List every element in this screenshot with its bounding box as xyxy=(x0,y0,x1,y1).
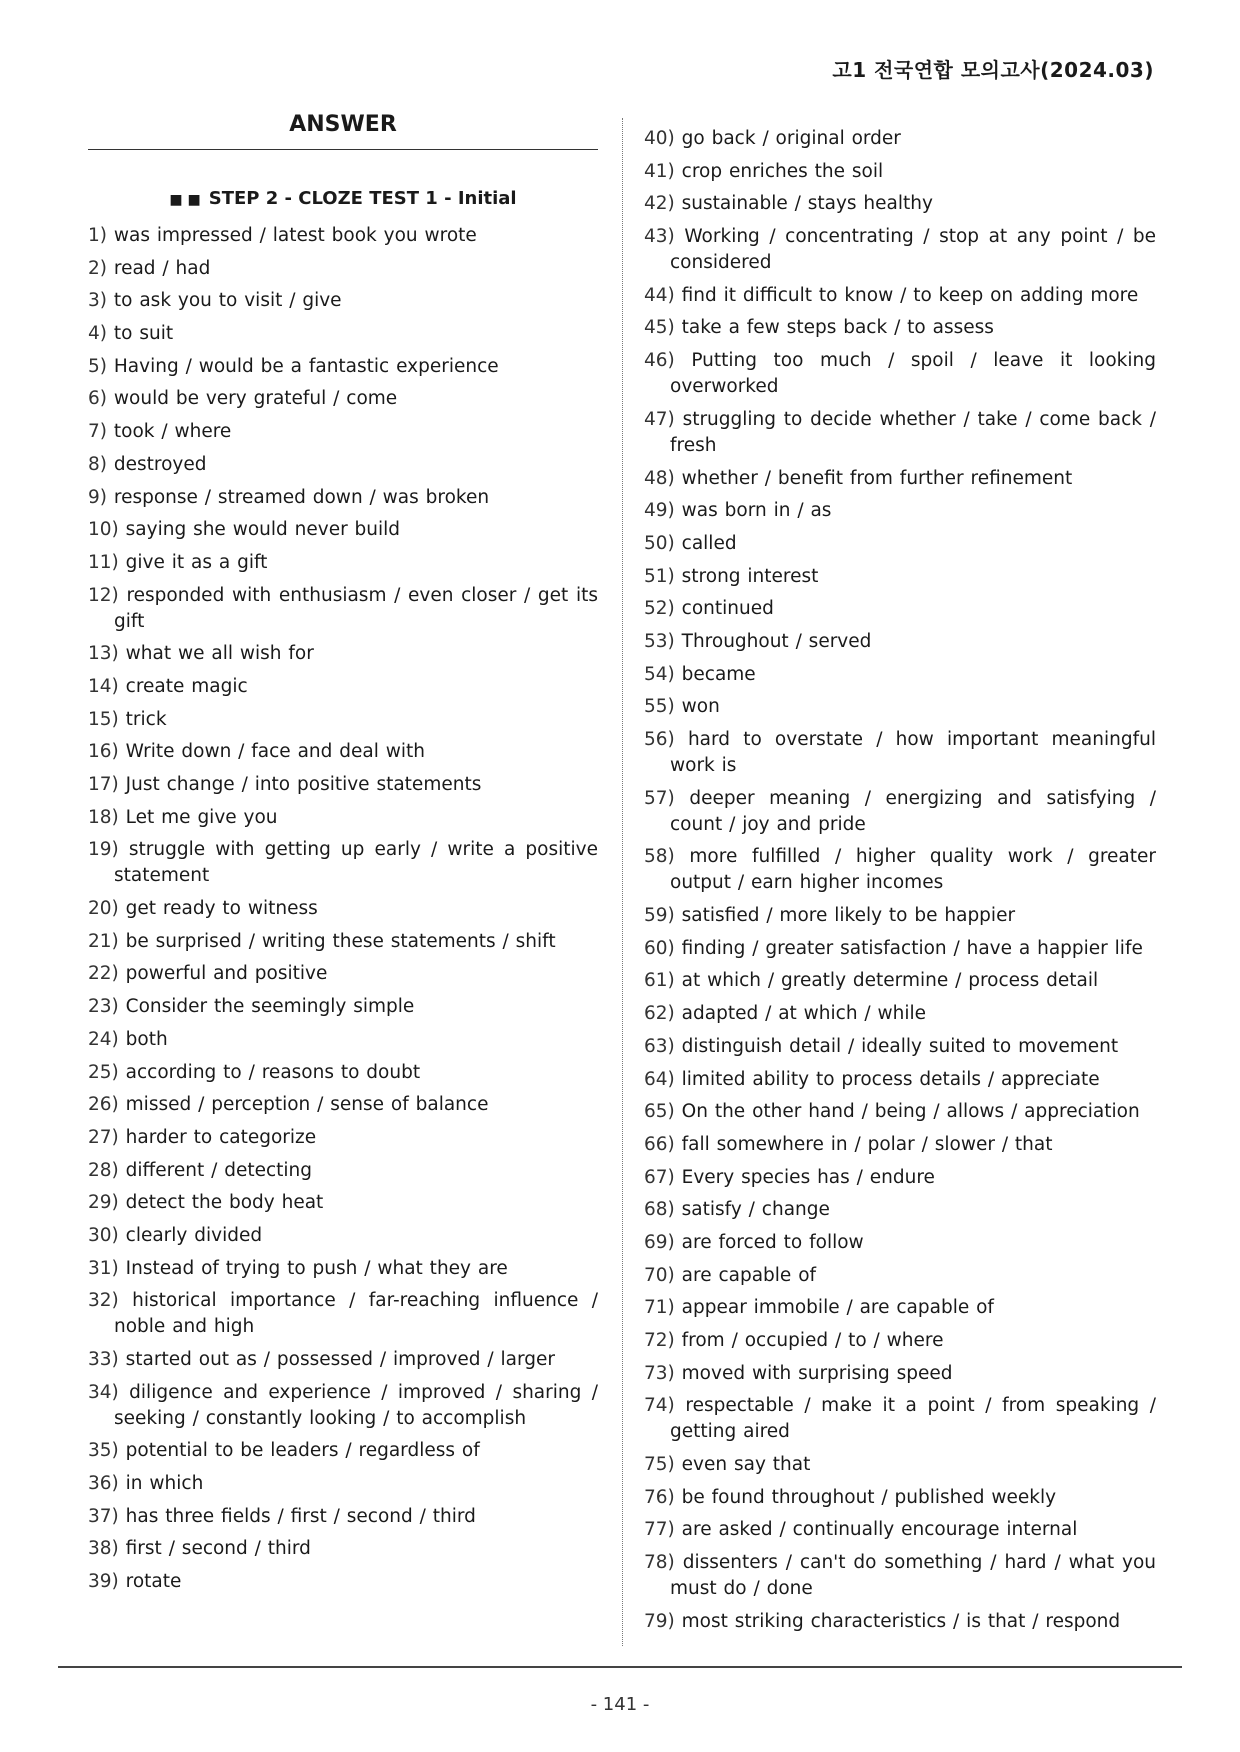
answer-text: limited ability to process details / appreciate xyxy=(681,1068,1100,1090)
answer-text: give it as a gift xyxy=(125,551,268,573)
answer-number: 60) xyxy=(644,937,675,959)
answer-text: strong interest xyxy=(681,565,819,587)
answer-item xyxy=(88,994,598,1020)
answer-item xyxy=(88,550,598,576)
answer-number: 56) xyxy=(644,729,675,750)
answer-number: 11) xyxy=(88,551,119,573)
answer-item xyxy=(644,694,1156,720)
answer-text: to ask you to visit / give xyxy=(113,290,342,312)
answer-number: 37) xyxy=(88,1505,119,1527)
answer-item xyxy=(88,1256,598,1282)
answer-item xyxy=(88,772,598,798)
answer-item xyxy=(644,1263,1156,1289)
answer-text: would be very grateful / come xyxy=(113,388,398,410)
answer-text: Let me give you xyxy=(125,806,278,828)
answer-item xyxy=(88,1380,598,1432)
answer-number: 35) xyxy=(88,1440,119,1462)
answer-text: Putting too much / spoil / leave it looking overworked xyxy=(670,350,1156,398)
answer-text: rotate xyxy=(125,1571,182,1593)
answer-text: be surprised / writing these statements / shift xyxy=(125,930,556,952)
answer-text: continued xyxy=(681,598,774,620)
answer-item xyxy=(88,1158,598,1184)
answer-number: 34) xyxy=(88,1381,119,1403)
answer-item xyxy=(644,786,1156,838)
answer-item xyxy=(88,288,598,314)
answer-item xyxy=(644,126,1156,152)
answer-number: 33) xyxy=(88,1349,119,1370)
answer-item xyxy=(644,903,1156,929)
answer-number: 9) xyxy=(88,486,107,508)
answer-item xyxy=(88,929,598,955)
answer-item xyxy=(88,739,598,765)
answer-text: started out as / possessed / improved / larger xyxy=(125,1349,555,1370)
answer-number: 40) xyxy=(644,128,675,149)
answer-number: 31) xyxy=(88,1257,119,1279)
answer-number: 32) xyxy=(88,1290,119,1312)
right-column xyxy=(644,126,1156,1642)
answer-number: 76) xyxy=(644,1486,675,1508)
answer-item xyxy=(88,1438,598,1464)
answer-text: finding / greater satisfaction / have a happier life xyxy=(681,937,1143,959)
answer-number: 45) xyxy=(644,317,675,339)
answer-item xyxy=(88,583,598,635)
answer-item xyxy=(88,1347,598,1373)
answer-number: 78) xyxy=(644,1552,675,1574)
answer-number: 8) xyxy=(88,453,107,475)
answer-text: destroyed xyxy=(113,453,207,475)
answer-number: 77) xyxy=(644,1519,675,1541)
answer-item xyxy=(644,283,1156,309)
answer-number: 24) xyxy=(88,1028,119,1050)
answer-number: 10) xyxy=(88,519,119,541)
answer-text: adapted / at which / while xyxy=(681,1003,927,1025)
answer-text: distinguish detail / ideally suited to movement xyxy=(681,1035,1119,1057)
answer-item xyxy=(644,1165,1156,1191)
answer-text: historical importance / far-reaching influence / noble and high xyxy=(114,1290,598,1338)
answer-item xyxy=(644,315,1156,341)
answer-text: different / detecting xyxy=(125,1159,313,1181)
answer-number: 57) xyxy=(644,787,675,809)
answer-text: Every species has / endure xyxy=(681,1166,935,1188)
answer-text: go back / original order xyxy=(681,128,901,149)
answer-text: response / streamed down / was broken xyxy=(113,486,490,508)
answer-number: 68) xyxy=(644,1199,675,1221)
answer-item xyxy=(88,1190,598,1216)
answer-number: 64) xyxy=(644,1068,675,1090)
answer-text: called xyxy=(681,532,737,554)
answer-number: 22) xyxy=(88,963,119,985)
answer-number: 55) xyxy=(644,696,675,718)
answer-item xyxy=(88,961,598,987)
answer-item xyxy=(644,224,1156,276)
answer-text: was born in / as xyxy=(681,500,832,522)
answer-number: 43) xyxy=(644,226,675,248)
answer-list-right xyxy=(644,126,1156,1635)
answer-text: deeper meaning / energizing and satisfying / count / joy and pride xyxy=(670,787,1156,835)
answer-text: in which xyxy=(125,1473,204,1495)
answer-item xyxy=(88,1471,598,1497)
answer-item xyxy=(644,191,1156,217)
answer-number: 30) xyxy=(88,1224,119,1246)
answer-item xyxy=(88,1125,598,1151)
answer-item xyxy=(88,1027,598,1053)
answer-number: 3) xyxy=(88,290,107,312)
answer-number: 71) xyxy=(644,1297,675,1319)
answer-number: 59) xyxy=(644,905,675,927)
answer-item xyxy=(644,498,1156,524)
answer-item xyxy=(644,564,1156,590)
answer-text: fall somewhere in / polar / slower / that xyxy=(681,1133,1053,1155)
answer-item xyxy=(88,805,598,831)
answer-number: 66) xyxy=(644,1133,675,1155)
answer-item xyxy=(88,256,598,282)
answer-item xyxy=(88,674,598,700)
answer-text: respectable / make it a point / from speaking / getting aired xyxy=(670,1395,1156,1443)
answer-text: appear immobile / are capable of xyxy=(681,1297,994,1319)
answer-item xyxy=(644,1099,1156,1125)
answer-text: even say that xyxy=(681,1454,811,1476)
answer-item xyxy=(88,1569,598,1595)
answer-item xyxy=(644,1485,1156,1511)
answer-number: 36) xyxy=(88,1473,119,1495)
exam-title: 고1 전국연합 모의고사(2024.03) xyxy=(832,58,1154,82)
answer-number: 13) xyxy=(88,643,119,665)
answer-number: 25) xyxy=(88,1061,119,1083)
answer-number: 48) xyxy=(644,467,675,489)
answer-text: clearly divided xyxy=(125,1224,263,1246)
answer-item xyxy=(88,485,598,511)
answer-item xyxy=(644,727,1156,779)
answer-number: 52) xyxy=(644,598,675,620)
answer-item xyxy=(644,629,1156,655)
answer-text: missed / perception / sense of balance xyxy=(125,1094,489,1116)
answer-text: more fulfilled / higher quality work / greater output / earn higher incomes xyxy=(670,846,1156,894)
answer-item xyxy=(644,1067,1156,1093)
answer-text: moved with surprising speed xyxy=(681,1362,953,1384)
answer-text: create magic xyxy=(125,675,248,697)
answer-number: 6) xyxy=(88,388,107,410)
answer-text: Throughout / served xyxy=(681,630,872,652)
answer-text: potential to be leaders / regardless of xyxy=(125,1440,480,1462)
answer-number: 58) xyxy=(644,846,675,868)
answer-number: 14) xyxy=(88,675,119,697)
answer-text: dissenters / can't do something / hard / what you must do / done xyxy=(670,1552,1156,1600)
answer-number: 16) xyxy=(88,741,119,763)
answer-text: are forced to follow xyxy=(681,1231,864,1253)
answer-list-left xyxy=(88,223,598,1595)
answer-text: get ready to witness xyxy=(125,898,318,920)
answer-text: first / second / third xyxy=(125,1538,311,1560)
answer-text: On the other hand / being / allows / appreciation xyxy=(681,1101,1140,1123)
answer-number: 28) xyxy=(88,1159,119,1181)
answer-number: 2) xyxy=(88,257,107,279)
answer-item xyxy=(88,419,598,445)
answer-item xyxy=(644,466,1156,492)
left-column xyxy=(88,112,598,1602)
answer-number: 1) xyxy=(88,225,107,246)
answer-item xyxy=(644,936,1156,962)
answer-number: 75) xyxy=(644,1454,675,1476)
column-divider xyxy=(622,118,623,1646)
answer-number: 79) xyxy=(644,1610,675,1632)
answer-item xyxy=(88,1288,598,1340)
answer-item xyxy=(644,159,1156,185)
answer-text: both xyxy=(125,1028,168,1050)
answer-number: 18) xyxy=(88,806,119,828)
answer-number: 27) xyxy=(88,1126,119,1148)
answer-text: powerful and positive xyxy=(125,963,328,985)
answer-text: Consider the seemingly simple xyxy=(125,996,415,1018)
answer-text: are capable of xyxy=(681,1264,817,1286)
answer-number: 17) xyxy=(88,774,119,795)
answer-number: 62) xyxy=(644,1003,675,1025)
answer-text: Instead of trying to push / what they are xyxy=(125,1257,508,1279)
answer-item xyxy=(644,348,1156,400)
answer-text: responded with enthusiasm / even closer / get its gift xyxy=(114,584,598,632)
answer-number: 15) xyxy=(88,708,119,730)
answer-item xyxy=(644,1517,1156,1543)
answer-text: be found throughout / published weekly xyxy=(681,1486,1057,1508)
answer-number: 46) xyxy=(644,350,675,372)
answer-text: trick xyxy=(125,708,167,730)
answer-text: at which / greatly determine / process detail xyxy=(681,970,1099,992)
answer-item xyxy=(644,968,1156,994)
answer-number: 7) xyxy=(88,421,107,443)
answer-number: 72) xyxy=(644,1330,675,1351)
answer-item xyxy=(88,354,598,380)
answer-item xyxy=(88,386,598,412)
answer-text: satisfy / change xyxy=(681,1199,830,1221)
answer-number: 4) xyxy=(88,323,107,345)
answer-number: 39) xyxy=(88,1571,119,1593)
answer-text: took / where xyxy=(113,421,232,443)
answer-text: Write down / face and deal with xyxy=(125,741,425,763)
answer-number: 63) xyxy=(644,1035,675,1057)
answer-item xyxy=(644,662,1156,688)
answer-text: to suit xyxy=(113,323,174,345)
answer-text: sustainable / stays healthy xyxy=(681,193,933,215)
answer-text: hard to overstate / how important meaningful work is xyxy=(670,729,1156,776)
answer-item xyxy=(88,1060,598,1086)
answer-item xyxy=(644,1361,1156,1387)
answer-item xyxy=(644,531,1156,557)
answer-item xyxy=(88,321,598,347)
answer-number: 19) xyxy=(88,839,119,861)
answer-text: detect the body heat xyxy=(125,1192,324,1214)
answer-number: 74) xyxy=(644,1395,675,1417)
answer-text: take a few steps back / to assess xyxy=(681,317,994,339)
answer-number: 12) xyxy=(88,584,119,606)
answer-number: 38) xyxy=(88,1538,119,1560)
answer-item xyxy=(88,707,598,733)
answer-number: 53) xyxy=(644,630,675,652)
answer-number: 69) xyxy=(644,1231,675,1253)
answer-text: diligence and experience / improved / sharing / seeking / constantly looking / to accomplish xyxy=(114,1381,598,1429)
answer-item xyxy=(644,1001,1156,1027)
answer-text: won xyxy=(681,696,720,718)
answer-number: 26) xyxy=(88,1094,119,1116)
answer-number: 65) xyxy=(644,1101,675,1123)
answer-text: according to / reasons to doubt xyxy=(125,1061,421,1083)
answer-item xyxy=(88,1223,598,1249)
answer-text: Just change / into positive statements xyxy=(125,774,482,795)
answer-item xyxy=(88,837,598,889)
answer-item xyxy=(644,1230,1156,1256)
answer-text: saying she would never build xyxy=(125,519,401,541)
answer-item xyxy=(644,1452,1156,1478)
answer-number: 21) xyxy=(88,930,119,952)
answer-text: find it difficult to know / to keep on adding more xyxy=(681,284,1139,306)
answer-item xyxy=(88,1536,598,1562)
answer-number: 41) xyxy=(644,160,675,182)
answer-item xyxy=(644,596,1156,622)
answer-number: 47) xyxy=(644,408,675,430)
answer-number: 5) xyxy=(88,355,107,377)
answer-text: struggle with getting up early / write a positive statement xyxy=(114,839,598,887)
section-title: ANSWER xyxy=(88,112,598,150)
answer-text: whether / benefit from further refinement xyxy=(681,467,1073,489)
answer-item xyxy=(88,641,598,667)
step-title-text: STEP 2 - CLOZE TEST 1 - Initial xyxy=(208,188,517,209)
answer-text: became xyxy=(681,663,756,685)
answer-item xyxy=(644,1034,1156,1060)
answer-number: 23) xyxy=(88,996,119,1018)
answer-item xyxy=(644,1393,1156,1445)
answer-number: 42) xyxy=(644,193,675,215)
answer-item xyxy=(644,1295,1156,1321)
answer-text: most striking characteristics / is that / respond xyxy=(681,1610,1121,1632)
answer-number: 54) xyxy=(644,663,675,685)
square-bullet-icon: ■ ■ xyxy=(169,192,201,208)
answer-item xyxy=(644,407,1156,459)
answer-item xyxy=(644,1550,1156,1602)
answer-text: has three fields / first / second / third xyxy=(125,1505,476,1527)
answer-item xyxy=(88,452,598,478)
footer-divider xyxy=(58,1666,1182,1668)
answer-item xyxy=(88,1504,598,1530)
answer-number: 67) xyxy=(644,1166,675,1188)
answer-text: crop enriches the soil xyxy=(681,160,884,182)
answer-text: was impressed / latest book you wrote xyxy=(113,225,477,246)
answer-item xyxy=(644,1197,1156,1223)
page-number: - 141 - xyxy=(590,1694,650,1715)
answer-item xyxy=(644,1132,1156,1158)
answer-item xyxy=(88,223,598,249)
answer-number: 51) xyxy=(644,565,675,587)
answer-number: 29) xyxy=(88,1192,119,1214)
answer-number: 44) xyxy=(644,284,675,306)
answer-text: from / occupied / to / where xyxy=(681,1330,944,1351)
answer-number: 70) xyxy=(644,1264,675,1286)
answer-item xyxy=(644,1328,1156,1354)
answer-item xyxy=(88,896,598,922)
answer-item xyxy=(88,517,598,543)
answer-text: what we all wish for xyxy=(125,643,314,665)
answer-item xyxy=(644,1609,1156,1635)
answer-text: are asked / continually encourage internal xyxy=(681,1519,1078,1541)
answer-text: read / had xyxy=(113,257,211,279)
answer-number: 61) xyxy=(644,970,675,992)
answer-number: 50) xyxy=(644,532,675,554)
answer-item xyxy=(644,844,1156,896)
answer-text: Working / concentrating / stop at any point / be considered xyxy=(670,226,1156,274)
answer-item xyxy=(88,1092,598,1118)
answer-text: Having / would be a fantastic experience xyxy=(113,355,499,377)
answer-number: 73) xyxy=(644,1362,675,1384)
step-title xyxy=(88,188,598,209)
answer-text: harder to categorize xyxy=(125,1126,317,1148)
answer-text: struggling to decide whether / take / come back / fresh xyxy=(670,408,1156,456)
answer-number: 49) xyxy=(644,500,675,522)
answer-text: satisfied / more likely to be happier xyxy=(681,905,1016,927)
answer-number: 20) xyxy=(88,898,119,920)
